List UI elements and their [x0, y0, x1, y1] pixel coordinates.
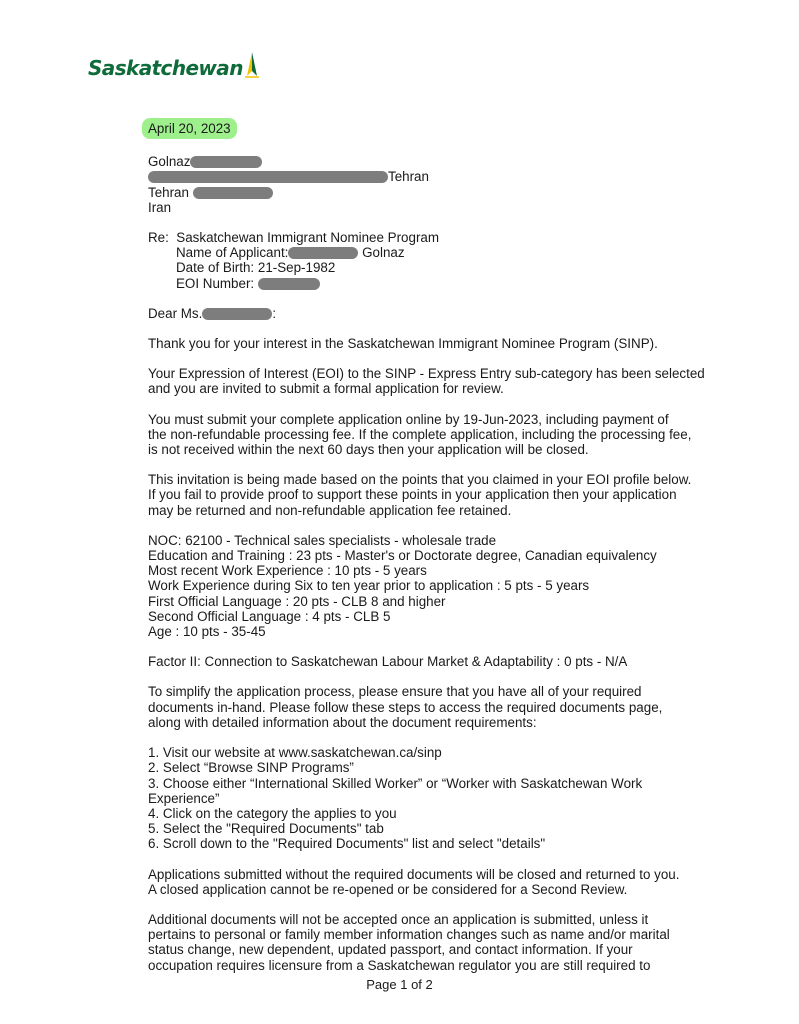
eoi-number-label: EOI Number: — [176, 275, 255, 291]
invitation-paragraph: This invitation is being made based on the points that you claimed in your EOI profile below. If you fail to provide proof to support these points in your application then your application may be returned and non-refundable application fee retained. — [148, 472, 692, 518]
eoi-paragraph: Your Expression of Interest (EOI) to the SINP - Express Entry sub-category has been selected and you are invited to submit a formal application for review. — [148, 366, 705, 397]
page-number: Page 1 of 2 — [366, 977, 433, 992]
step-item: 4. Click on the category the applies to you — [148, 805, 397, 821]
subject-block — [148, 230, 728, 291]
points-item: Age : 10 pts - 35-45 — [148, 624, 266, 640]
points-list — [148, 533, 728, 639]
letter-date: April 20, 2023 — [142, 118, 237, 139]
recipient-address — [148, 154, 728, 215]
redaction-bar — [148, 171, 388, 183]
salutation: Dear Ms. : — [148, 305, 277, 321]
additional-paragraph: Additional documents will not be accepted once an application is submitted, unless it pertains to personal or family member information changes such as name and/or marital status change, new dependent, updated passport, and contact information. If your occupation requires licensure from a Saskatchewan regulator you are still required to — [148, 911, 670, 973]
points-item: Work Experience during Six to ten year prior to application : 5 pts - 5 years — [148, 578, 590, 594]
redaction-bar — [190, 156, 262, 168]
redaction-bar — [288, 247, 358, 259]
points-item: Most recent Work Experience : 10 pts - 5 years — [148, 563, 427, 579]
re-prefix: Re: — [148, 230, 169, 246]
step-item: Experience” — [148, 790, 220, 806]
closed-paragraph: Applications submitted without the required documents will be closed and returned to you. A closed application cannot be re-opened or be considered for a Second Review. — [148, 866, 680, 897]
letter-body — [148, 118, 728, 988]
deadline-paragraph: You must submit your complete application online by 19-Jun-2023, including payment of the non-refundable processing fee. If the complete application, including the processing fee, is not received within the next 60 days then your application will be closed. — [148, 411, 692, 458]
points-item: Second Official Language : 4 pts - CLB 5 — [148, 608, 391, 624]
program-name: Saskatchewan Immigrant Nominee Program — [176, 230, 440, 246]
points-item: NOC: 62100 - Technical sales specialists - wholesale trade — [148, 532, 497, 548]
applicant-name-value: Golnaz — [362, 245, 405, 261]
wheat-icon — [244, 52, 260, 78]
simplify-paragraph: To simplify the application process, please ensure that you have all of your required documents in-hand. Please follow these steps to access the required documents page, along with detailed information about the document requirements: — [148, 684, 663, 730]
step-item: 1. Visit our website at www.saskatchewan.ca/sinp — [148, 745, 442, 761]
address-city: Tehran — [148, 184, 189, 200]
step-item: 5. Select the "Required Documents" tab — [148, 821, 384, 837]
address-street-suffix: Tehran — [388, 169, 429, 185]
redaction-bar — [193, 187, 273, 199]
recipient-name: Golnaz — [148, 154, 191, 170]
step-item: 3. Choose either “International Skilled Worker” or “Worker with Saskatchewan Work — [148, 775, 643, 791]
redaction-bar — [202, 308, 272, 320]
factor-paragraph: Factor II: Connection to Saskatchewan Labour Market & Adaptability : 0 pts - N/A — [148, 654, 628, 670]
address-country: Iran — [148, 199, 172, 215]
steps-list — [148, 745, 728, 851]
step-item: 6. Scroll down to the "Required Documents" list and select "details" — [148, 836, 546, 852]
logo-text: Saskatchewan — [88, 56, 243, 80]
date-of-birth: Date of Birth: 21-Sep-1982 — [176, 260, 336, 276]
thanks-paragraph: Thank you for your interest in the Saskatchewan Immigrant Nominee Program (SINP). — [148, 336, 658, 352]
redaction-bar — [258, 278, 320, 290]
saskatchewan-logo — [88, 52, 260, 80]
date-block — [148, 118, 728, 139]
points-item: First Official Language : 20 pts - CLB 8 and higher — [148, 593, 446, 609]
applicant-name-label: Name of Applicant: — [176, 245, 289, 261]
step-item: 2. Select “Browse SINP Programs” — [148, 760, 354, 776]
points-item: Education and Training : 23 pts - Master's or Doctorate degree, Canadian equivalency — [148, 548, 657, 564]
